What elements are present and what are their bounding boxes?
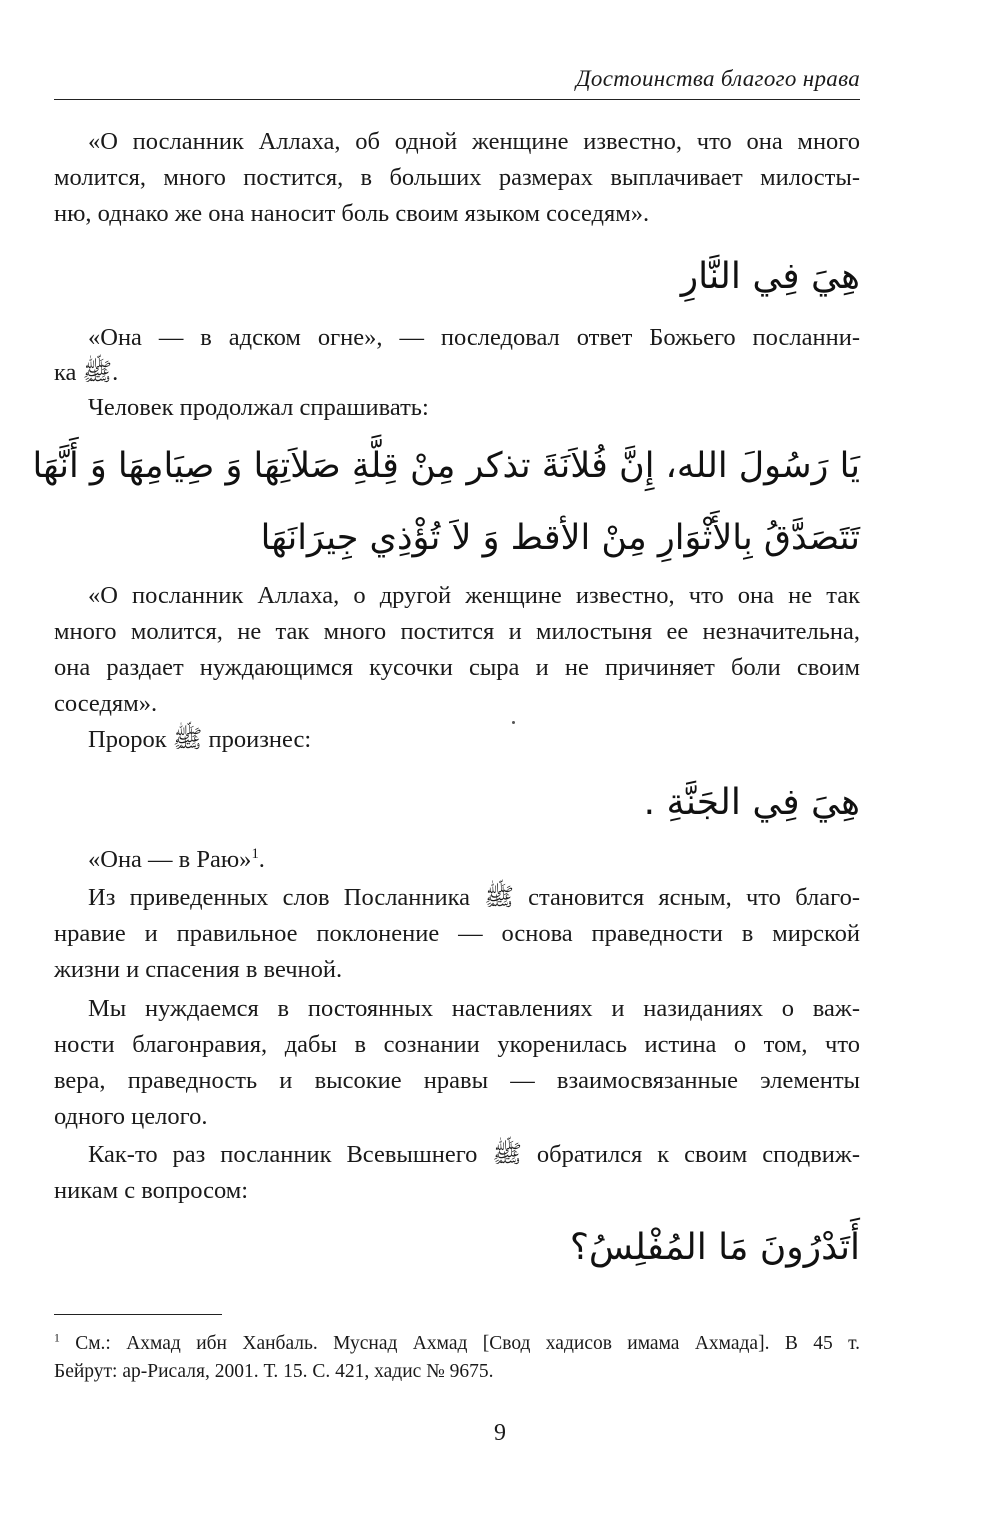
footnote-number: 1 xyxy=(54,1331,60,1345)
arabic-quote: تَتَصَدَّقُ بِالأَثْوَارِ مِنْ الأقط وَ لاَ تُؤْذِي جِيرَانَهَا xyxy=(260,518,860,558)
paragraph-line: вера, праведность и высокие нравы — взаимосвязанные элементы xyxy=(54,1067,860,1094)
running-head-title: Достоинства благого нрава xyxy=(576,66,860,91)
quote-text: «Она — в Раю» xyxy=(88,846,252,873)
paragraph-line: жизни и спасения в вечной. xyxy=(54,956,343,983)
paragraph-line: Мы нуждаемся в постоянных наставлениях и назиданиях о важ- xyxy=(88,995,860,1022)
paragraph-line: «О посланник Аллаха, об одной женщине известно, что она много xyxy=(88,128,860,155)
paragraph-line: ню, однако же она наносит боль своим языком соседям». xyxy=(54,200,650,227)
paragraph-line: много молится, не так много постится и милостыня ее незначительна, xyxy=(54,618,860,645)
arabic-quote: يَا رَسُولَ الله، إِنَّ فُلاَنَةَ تذكر مِنْ قِلَّةِ صَلاَتِهَا وَ صِيَامِهَا وَ أَنَّهَا xyxy=(32,446,860,486)
paragraph-line: одного целого. xyxy=(54,1103,208,1130)
footnote-rule xyxy=(54,1314,222,1315)
quote-period: . xyxy=(258,846,265,873)
footnote-line: Бейрут: ар-Рисаля, 2001. Т. 15. С. 421, хадис № 9675. xyxy=(54,1361,494,1382)
footnote-marker[interactable]: 1 xyxy=(251,845,259,862)
page-number: 9 xyxy=(494,1420,506,1446)
footnote-text: См.: Ахмад ибн Ханбаль. Муснад Ахмад [Свод хадисов имама Ахмада]. В 45 т. xyxy=(59,1333,860,1354)
paragraph-line: молится, много постится, в больших размерах выплачивает милосты- xyxy=(54,164,860,191)
arabic-quote: أَتَدْرُونَ مَا المُفْلِسُ؟ xyxy=(569,1227,860,1268)
paragraph-line: ка ﷺ. xyxy=(54,359,119,386)
paragraph-line: «Она — в адском огне», — последовал ответ Божьего посланни- xyxy=(88,324,860,351)
paragraph-line: соседям». xyxy=(54,690,158,717)
footnote-line xyxy=(54,1330,860,1358)
paragraph-line: «О посланник Аллаха, о другой женщине известно, что она не так xyxy=(88,582,860,609)
paragraph-line xyxy=(88,842,860,877)
paragraph-line: никам с вопросом: xyxy=(54,1177,249,1204)
paragraph-line: ности благонравия, дабы в сознании укоренилась истина о том, что xyxy=(54,1031,860,1058)
paragraph-line: Человек продолжал спрашивать: xyxy=(88,394,429,421)
header-rule xyxy=(54,99,860,100)
paragraph-line: Из приведенных слов Посланника ﷺ становится ясным, что благо- xyxy=(88,884,860,911)
paragraph-line: она раздает нуждающимся кусочки сыра и не причиняет боли своим xyxy=(54,654,860,681)
paragraph-line: нравие и правильное поклонение — основа праведности в мирской xyxy=(54,920,860,947)
paragraph-line: Как-то раз посланник Всевышнего ﷺ обратился к своим сподвиж- xyxy=(88,1141,860,1168)
paragraph-line: Пророк ﷺ произнес: xyxy=(88,726,312,753)
arabic-quote: هِيَ فِي الجَنَّةِ . xyxy=(643,782,860,823)
arabic-quote: هِيَ فِي النَّارِ xyxy=(680,256,860,297)
